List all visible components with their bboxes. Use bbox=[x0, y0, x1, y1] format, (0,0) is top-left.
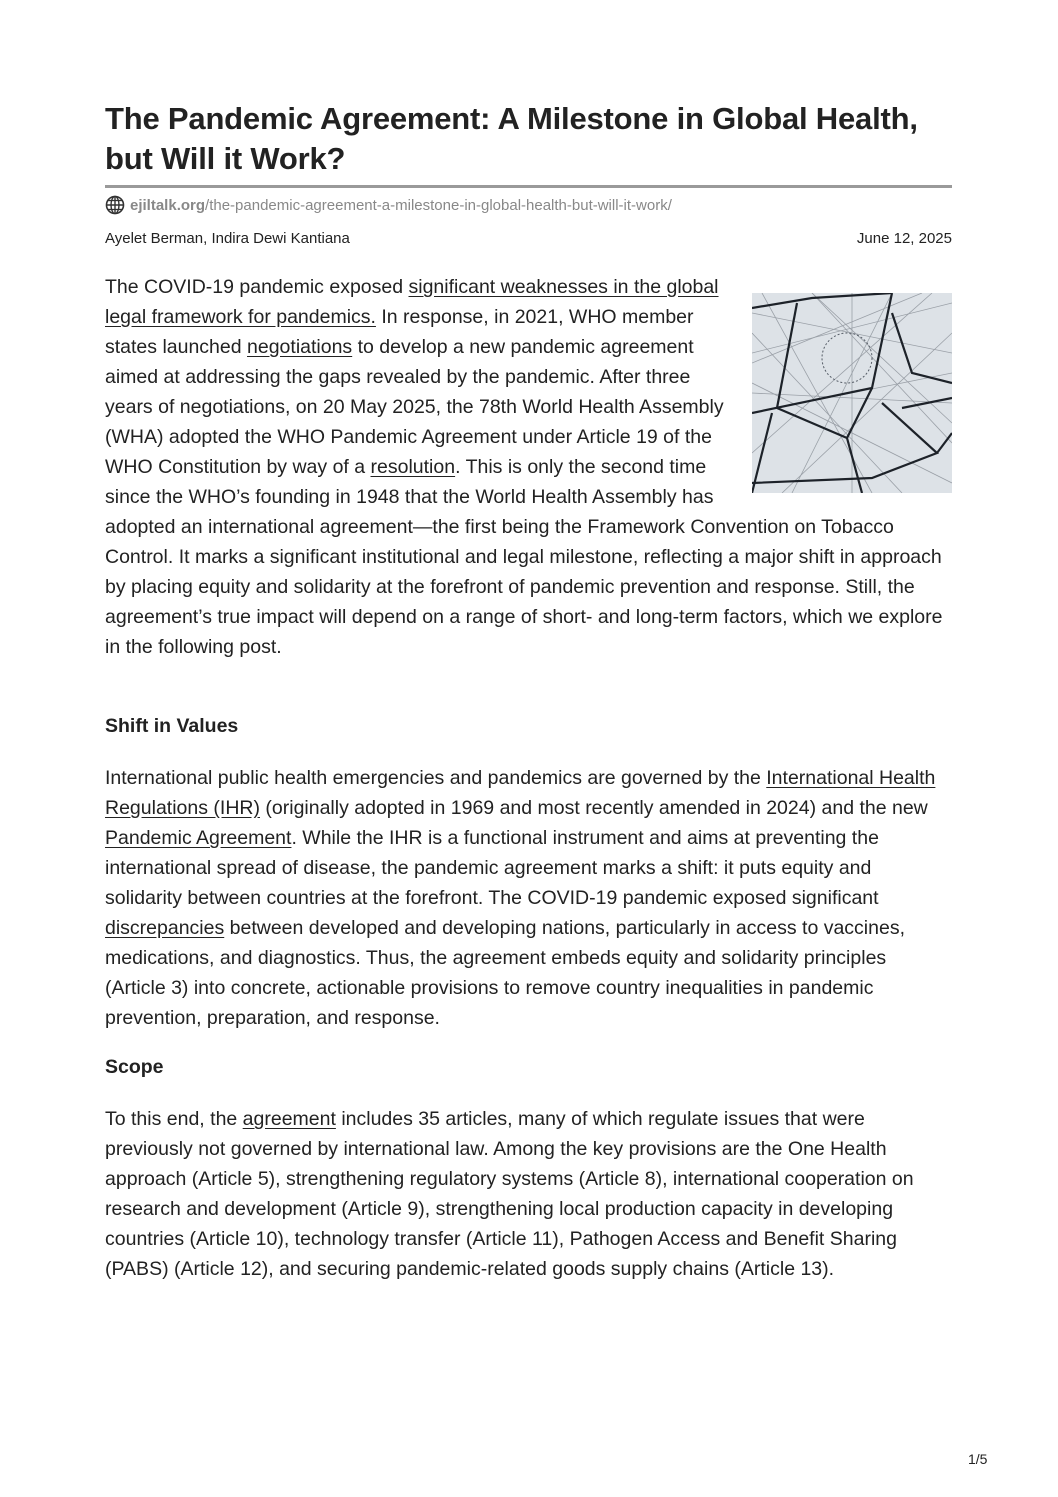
globe-icon bbox=[105, 195, 125, 215]
link-ihr[interactable]: International Health Regulations (IHR) bbox=[105, 767, 936, 819]
article-meta bbox=[105, 230, 952, 247]
article-authors: Ayelet Berman, Indira Dewi Kantiana bbox=[105, 230, 350, 247]
article-image bbox=[752, 293, 952, 493]
link-resolution[interactable]: resolution bbox=[370, 456, 456, 478]
link-pandemic-agreement[interactable]: Pandemic Agreement bbox=[105, 827, 292, 849]
intro-paragraph: The COVID-19 pandemic exposed significant weaknesses in the global legal framework for pandemics. In response, in 2021, WHO member states launched negotiations to develop a new pandemic agreement aimed at addressing the gaps revealed by the pandemic. After three years of negotiations, on 20 May 2025, the 78th World Health Assembly (WHA) adopted the WHO Pandemic Agreement under Article 19 of the WHO Constitution by way of a resolution. This is only the second time since the WHO’s founding in 1948 that the World Health Assembly has adopted an international agreement—the first being the Framework Convention on Tobacco Control. It marks a significant institutional and legal milestone, reflecting a major shift in approach by placing equity and solidarity at the forefront of pandemic prevention and response. Still, the agreement’s true impact will depend on a range of short- and long-term factors, which we explore in the following post. bbox=[105, 272, 952, 662]
article-title: The Pandemic Agreement: A Milestone in Global Health, but Will it Work? bbox=[105, 101, 918, 176]
source-url[interactable] bbox=[105, 194, 672, 216]
link-negotiations[interactable]: negotiations bbox=[247, 336, 353, 358]
article-date: June 12, 2025 bbox=[856, 230, 952, 247]
title-divider bbox=[105, 185, 952, 188]
network-lines-image bbox=[752, 293, 952, 493]
heading-scope: Scope bbox=[105, 1056, 164, 1078]
page-indicator: 1/5 bbox=[968, 1451, 988, 1467]
link-discrepancies[interactable]: discrepancies bbox=[105, 917, 225, 939]
heading-shift-in-values: Shift in Values bbox=[105, 715, 239, 737]
link-agreement[interactable]: agreement bbox=[242, 1108, 336, 1130]
source-path[interactable]: /the-pandemic-agreement-a-milestone-in-global-health-but-will-it-work/ bbox=[205, 196, 672, 214]
link-significant-weaknesses[interactable]: significant weaknesses in the global legal framework for pandemics. bbox=[105, 276, 719, 328]
source-domain[interactable]: ejiltalk.org bbox=[130, 196, 206, 214]
scope-paragraph: To this end, the agreement includes 35 articles, many of which regulate issues that were previously not governed by international law. Among the key provisions are the One Health approach (Article 5), strengthening regulatory systems (Article 8), international cooperation on research and development (Article 9), strengthening local production capacity in developing countries (Article 10), technology transfer (Article 11), Pathogen Access and Benefit Sharing (PABS) (Article 12), and securing pandemic-related goods supply chains (Article 13). bbox=[105, 1108, 914, 1280]
shift-in-values-paragraph: International public health emergencies and pandemics are governed by the International Health Regulations (IHR) (originally adopted in 1969 and most recently amended in 2024) and the new Pandemic Agreement. While the IHR is a functional instrument and aims at preventing the international spread of disease, the pandemic agreement marks a shift: it puts equity and solidarity between countries at the forefront. The COVID-19 pandemic exposed significant discrepancies between developed and developing nations, particularly in access to vaccines, medications, and diagnostics. Thus, the agreement embeds equity and solidarity principles (Article 3) into concrete, actionable provisions to remove country inequalities in pandemic prevention, preparation, and response. bbox=[105, 767, 936, 1029]
